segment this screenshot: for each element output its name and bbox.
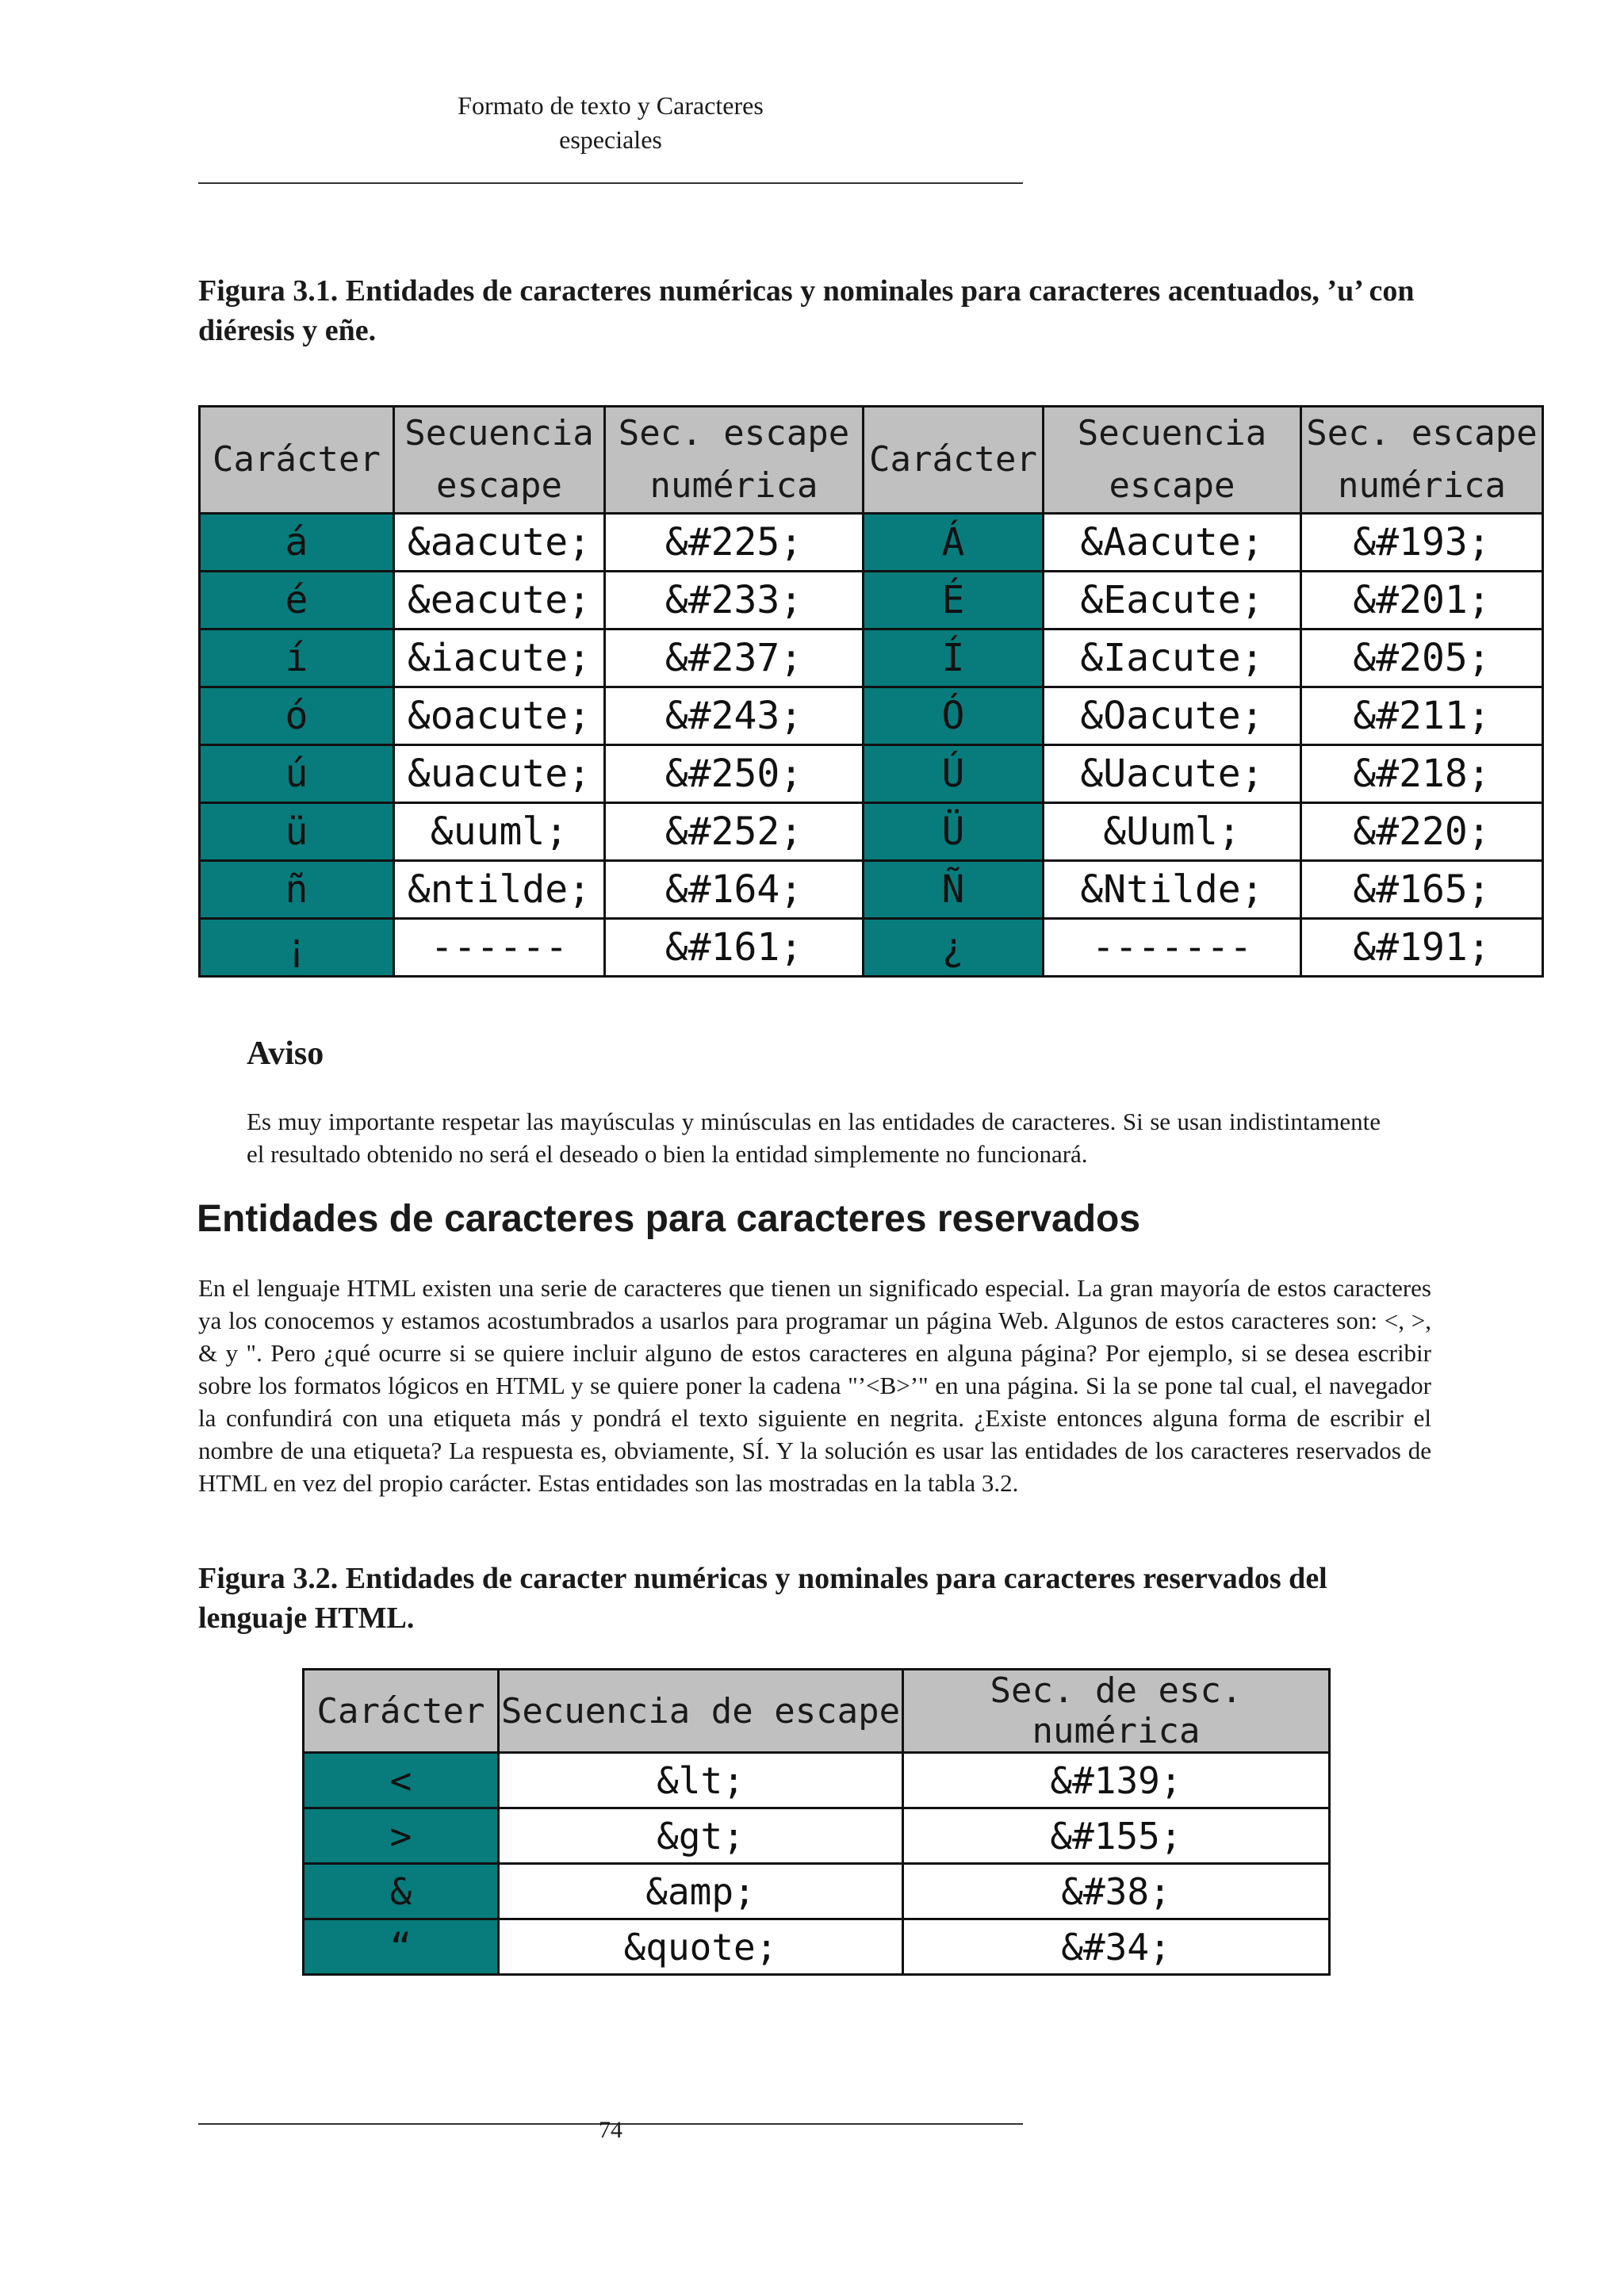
numeric-entity-cell: &#38; <box>903 1864 1330 1919</box>
column-header: Secuencia de escape <box>499 1670 903 1753</box>
table-row <box>200 629 1543 687</box>
character-cell: & <box>304 1864 499 1919</box>
named-entity-cell: &Eacute; <box>1044 572 1301 629</box>
character-cell: é <box>200 572 394 629</box>
aviso-text: Es muy importante respetar las mayúsculas y minúsculas en las entidades de caracteres. Si se usan indistintamente el resultado obtenido no será el deseado o bien la entidad simplemente no funcionará. <box>247 1108 1381 1168</box>
character-cell: < <box>304 1753 499 1808</box>
running-header-line2: especiales <box>559 125 662 154</box>
named-entity-cell: &lt; <box>499 1753 903 1808</box>
named-entity-cell: &ntilde; <box>394 861 605 919</box>
named-entity-cell: &amp; <box>499 1864 903 1919</box>
numeric-entity-cell: &#193; <box>1301 514 1543 572</box>
column-header: Sec. escape numérica <box>1301 407 1543 514</box>
table-header-row <box>304 1670 1330 1753</box>
character-cell: á <box>200 514 394 572</box>
running-header <box>198 89 1023 157</box>
table-row <box>200 514 1543 572</box>
table-row <box>304 1808 1330 1864</box>
column-header: Carácter <box>304 1670 499 1753</box>
table-row <box>200 687 1543 745</box>
section-heading: Entidades de caracteres para caracteres reservados <box>197 1198 1141 1240</box>
named-entity-cell: &Aacute; <box>1044 514 1301 572</box>
named-entity-cell: &uuml; <box>394 803 605 861</box>
numeric-entity-cell: &#165; <box>1301 861 1543 919</box>
named-entity-cell: &Uuml; <box>1044 803 1301 861</box>
figure-3-2-caption: Figura 3.2. Entidades de caracter numéricas y nominales para caracteres reservados del lenguaje HTML. <box>198 1562 1327 1635</box>
numeric-entity-cell: &#161; <box>605 919 864 977</box>
page-number: 74 <box>599 2117 622 2143</box>
named-entity-cell: &aacute; <box>394 514 605 572</box>
numeric-entity-cell: &#237; <box>605 629 864 687</box>
running-header-line1: Formato de texto y Caracteres <box>458 91 764 120</box>
table-row <box>304 1753 1330 1808</box>
numeric-entity-cell: &#34; <box>903 1919 1330 1975</box>
named-entity-cell: &Uacute; <box>1044 745 1301 803</box>
table-row <box>200 572 1543 629</box>
numeric-entity-cell: &#243; <box>605 687 864 745</box>
character-cell: í <box>200 629 394 687</box>
column-header: Carácter <box>200 407 394 514</box>
column-header: Secuencia escape <box>394 407 605 514</box>
named-entity-cell: &quote; <box>499 1919 903 1975</box>
column-header: Sec. de esc. numérica <box>903 1670 1330 1753</box>
named-entity-cell: &uacute; <box>394 745 605 803</box>
reserved-characters-table <box>302 1668 1331 1976</box>
character-cell: ó <box>200 687 394 745</box>
numeric-entity-cell: &#252; <box>605 803 864 861</box>
character-cell: Ü <box>864 803 1044 861</box>
numeric-entity-cell: &#205; <box>1301 629 1543 687</box>
character-cell: “ <box>304 1919 499 1975</box>
named-entity-cell: &Oacute; <box>1044 687 1301 745</box>
character-cell: > <box>304 1808 499 1864</box>
header-rule <box>198 182 1023 184</box>
numeric-entity-cell: &#233; <box>605 572 864 629</box>
named-entity-cell: &oacute; <box>394 687 605 745</box>
column-header: Secuencia escape <box>1044 407 1301 514</box>
character-cell: Ú <box>864 745 1044 803</box>
numeric-entity-cell: &#191; <box>1301 919 1543 977</box>
aviso-title: Aviso <box>247 1035 324 1072</box>
character-cell: Ñ <box>864 861 1044 919</box>
column-header: Sec. escape numérica <box>605 407 864 514</box>
character-cell: ú <box>200 745 394 803</box>
table-row <box>200 861 1543 919</box>
numeric-entity-cell: &#250; <box>605 745 864 803</box>
named-entity-cell: &Iacute; <box>1044 629 1301 687</box>
figure-3-1-caption: Figura 3.1. Entidades de caracteres numéricas y nominales para caracteres acentuados, ’u’ con diéresis y eñe. <box>198 274 1415 347</box>
numeric-entity-cell: &#225; <box>605 514 864 572</box>
numeric-entity-cell: &#211; <box>1301 687 1543 745</box>
numeric-entity-cell: &#155; <box>903 1808 1330 1864</box>
numeric-entity-cell: &#218; <box>1301 745 1543 803</box>
character-cell: Á <box>864 514 1044 572</box>
named-entity-cell: &gt; <box>499 1808 903 1864</box>
character-cell: ü <box>200 803 394 861</box>
named-entity-cell: ------ <box>394 919 605 977</box>
body-paragraph: En el lenguaje HTML existen una serie de caracteres que tienen un significado especial. La gran mayoría de estos caracteres ya los conocemos y estamos acostumbrados a usarlos para programar un página Web. Algunos de estos caracteres son: <, >, & y ". Pero ¿qué ocurre si se quiere incluir alguno de estos caracteres en alguna página? Por ejemplo, si se desea escribir sobre los formatos lógicos en HTML y se quiere poner la cadena "’<B>’" en una página. Si la se pone tal cual, el navegador la confundirá con una etiqueta más y pondrá el texto siguiente en negrita. ¿Existe entonces alguna forma de escribir el nombre de una etiqueta? La respuesta es, obviamente, SÍ. Y la solución es usar las entidades de los caracteres reservados de HTML en vez del propio carácter. Estas entidades son las mostradas en la tabla 3.2. <box>198 1274 1431 1497</box>
character-cell: Í <box>864 629 1044 687</box>
numeric-entity-cell: &#139; <box>903 1753 1330 1808</box>
character-cell: ¡ <box>200 919 394 977</box>
character-cell: ñ <box>200 861 394 919</box>
table-row <box>200 803 1543 861</box>
table-row <box>200 745 1543 803</box>
table-row <box>200 919 1543 977</box>
numeric-entity-cell: &#201; <box>1301 572 1543 629</box>
numeric-entity-cell: &#164; <box>605 861 864 919</box>
named-entity-cell: &Ntilde; <box>1044 861 1301 919</box>
table-row <box>304 1919 1330 1975</box>
character-cell: ¿ <box>864 919 1044 977</box>
character-cell: Ó <box>864 687 1044 745</box>
numeric-entity-cell: &#220; <box>1301 803 1543 861</box>
character-cell: É <box>864 572 1044 629</box>
column-header: Carácter <box>864 407 1044 514</box>
table-header-row <box>200 407 1543 514</box>
named-entity-cell: &eacute; <box>394 572 605 629</box>
accented-characters-table <box>198 405 1544 978</box>
table-row <box>304 1864 1330 1919</box>
named-entity-cell: &iacute; <box>394 629 605 687</box>
named-entity-cell: ------- <box>1044 919 1301 977</box>
